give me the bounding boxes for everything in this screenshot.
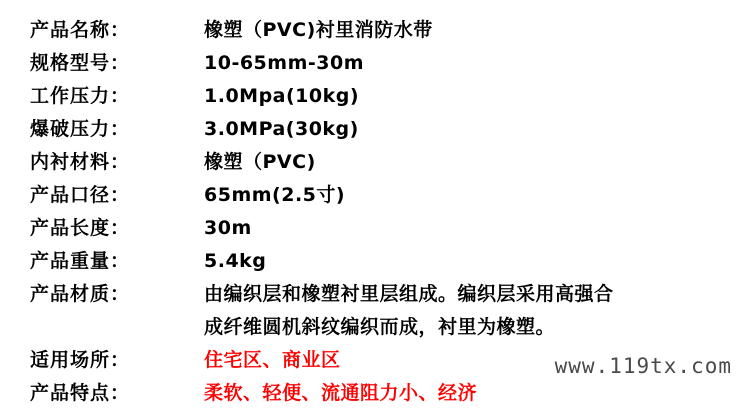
- table-row: [0, 377, 750, 410]
- spec-value: 10-65mm-30m: [204, 52, 364, 74]
- spec-value-line1: 由编织层和橡塑衬里层组成。编织层采用高强合: [204, 283, 614, 305]
- spec-value: 住宅区、商业区: [204, 349, 341, 371]
- table-row: [0, 113, 750, 146]
- spec-label: 产品重量：: [30, 250, 131, 272]
- spec-value: [198, 278, 750, 344]
- spec-label: 爆破压力：: [30, 118, 131, 140]
- spec-label: 产品特点：: [30, 382, 131, 404]
- spec-table: [0, 14, 750, 410]
- spec-label: 内衬材料：: [30, 151, 131, 173]
- spec-label: 产品口径：: [30, 184, 131, 206]
- spec-value: 1.0Mpa(10kg): [204, 85, 360, 107]
- table-row: [0, 245, 750, 278]
- spec-value: 5.4kg: [204, 250, 267, 272]
- table-row: [0, 14, 750, 47]
- spec-value: 65mm(2.5寸): [204, 184, 346, 206]
- spec-label: 产品名称：: [30, 19, 131, 41]
- spec-label: 工作压力：: [30, 85, 131, 107]
- table-row: [0, 212, 750, 245]
- spec-value: 柔软、轻便、流通阻力小、经济: [204, 382, 478, 404]
- table-row: [0, 47, 750, 80]
- watermark-url: www.119tx.com: [554, 354, 732, 378]
- table-row: [0, 179, 750, 212]
- table-row: [0, 80, 750, 113]
- table-row: [0, 146, 750, 179]
- spec-value-line2: 成纤维圆机斜纹编织而成，衬里为橡塑。: [204, 316, 556, 338]
- spec-label: 规格型号：: [30, 52, 131, 74]
- spec-label: 适用场所：: [30, 349, 131, 371]
- spec-table-body: [0, 14, 750, 410]
- spec-value: 3.0MPa(30kg): [204, 118, 359, 140]
- spec-value: 橡塑（PVC)衬里消防水带: [204, 19, 433, 41]
- spec-value: 30m: [204, 217, 252, 239]
- spec-value: 橡塑（PVC): [204, 151, 316, 173]
- spec-label: 产品材质：: [30, 283, 131, 305]
- spec-label: 产品长度：: [30, 217, 131, 239]
- table-row: [0, 278, 750, 344]
